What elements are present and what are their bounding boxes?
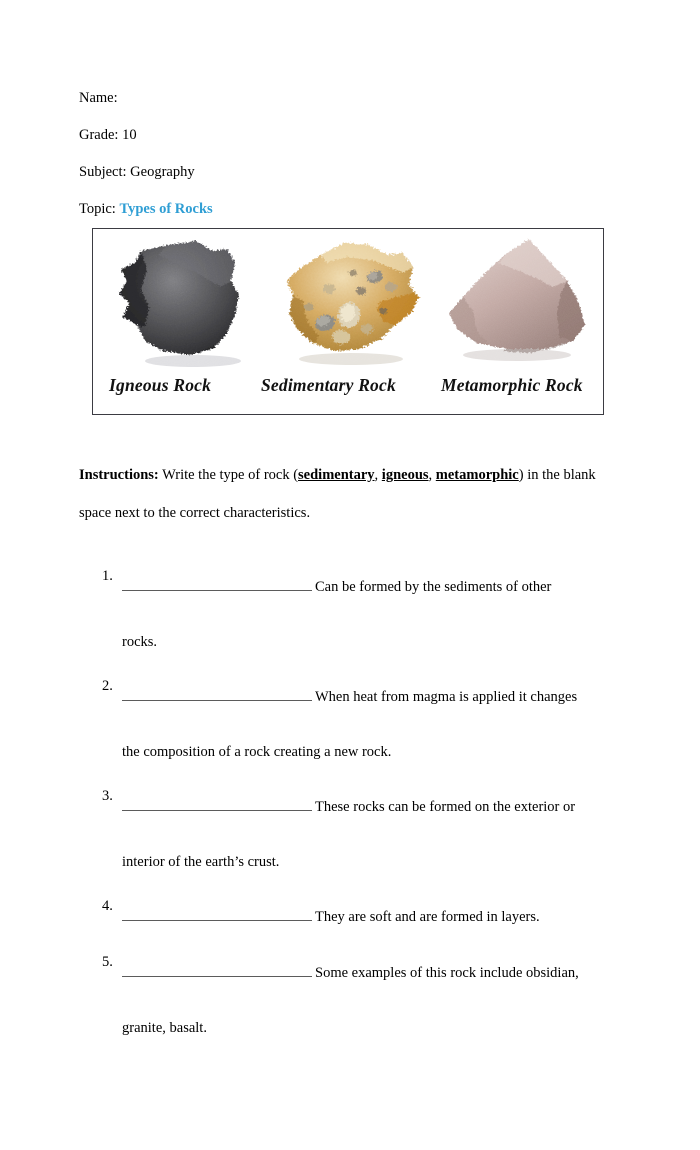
question-number: 4. — [102, 898, 113, 914]
question-item — [79, 890, 624, 946]
question-number: 2. — [102, 678, 113, 694]
term-sedimentary: sedimentary — [298, 467, 375, 483]
question-text-line2: the composition of a rock creating a new rock. — [122, 744, 392, 760]
rock-labels-row — [93, 375, 603, 413]
rock-types-figure — [92, 228, 604, 415]
question-body — [122, 670, 624, 780]
grade-value: 10 — [122, 127, 137, 143]
question-body — [122, 946, 624, 1056]
subject-field-row — [79, 154, 619, 191]
answer-blank[interactable] — [122, 963, 312, 977]
question-number: 1. — [102, 568, 113, 584]
topic-value: Types of Rocks — [119, 201, 213, 217]
answer-blank[interactable] — [122, 797, 312, 811]
question-item — [79, 670, 624, 780]
answer-blank[interactable] — [122, 577, 312, 591]
subject-value: Geography — [130, 164, 195, 180]
question-text-line1: When heat from magma is applied it changes — [315, 689, 578, 705]
instructions-paragraph — [79, 456, 619, 532]
instructions-text-after: ) in the blank space next to the correct characteristics. — [79, 467, 596, 521]
grade-label: Grade: — [79, 127, 119, 143]
question-body — [122, 560, 624, 670]
metamorphic-rock-photo — [433, 229, 603, 377]
term-separator-2: , — [428, 467, 436, 483]
question-number: 3. — [102, 788, 113, 804]
question-number: 5. — [102, 954, 113, 970]
question-text-line2: granite, basalt. — [122, 1020, 207, 1036]
rock-images-row — [93, 229, 603, 377]
question-text-line2: interior of the earth’s crust. — [122, 854, 280, 870]
answer-blank[interactable] — [122, 687, 312, 701]
question-text-line1: These rocks can be formed on the exterior or — [315, 799, 576, 815]
term-igneous: igneous — [381, 467, 429, 483]
question-item — [79, 780, 624, 890]
instructions-text-before: Write the type of rock ( — [158, 467, 299, 483]
sedimentary-rock-photo — [263, 229, 435, 377]
questions-list — [79, 560, 624, 1056]
question-text-line1: They are soft and are formed in layers. — [315, 909, 540, 925]
question-item — [79, 946, 624, 1056]
worksheet-header — [79, 80, 619, 228]
question-body — [122, 780, 624, 890]
question-item — [79, 560, 624, 670]
topic-field-row — [79, 191, 619, 228]
rock-label-sedimentary: Sedimentary Rock — [261, 375, 396, 395]
answer-blank[interactable] — [122, 907, 312, 921]
question-text-line1: Can be formed by the sediments of other — [315, 579, 552, 595]
instructions-lead: Instructions: — [79, 467, 159, 483]
igneous-rock-photo — [101, 229, 269, 377]
subject-label: Subject: — [79, 164, 127, 180]
question-body — [122, 890, 624, 945]
name-field-row — [79, 80, 619, 117]
topic-label: Topic: — [79, 201, 116, 217]
question-text-line2: rocks. — [122, 634, 158, 650]
question-text-line1: Some examples of this rock include obsidian, — [315, 965, 579, 981]
rock-label-metamorphic: Metamorphic Rock — [441, 375, 583, 395]
term-separator-1: , — [374, 467, 382, 483]
term-metamorphic: metamorphic — [435, 467, 519, 483]
grade-field-row — [79, 117, 619, 154]
name-label: Name: — [79, 90, 118, 106]
rock-label-igneous: Igneous Rock — [109, 375, 212, 395]
